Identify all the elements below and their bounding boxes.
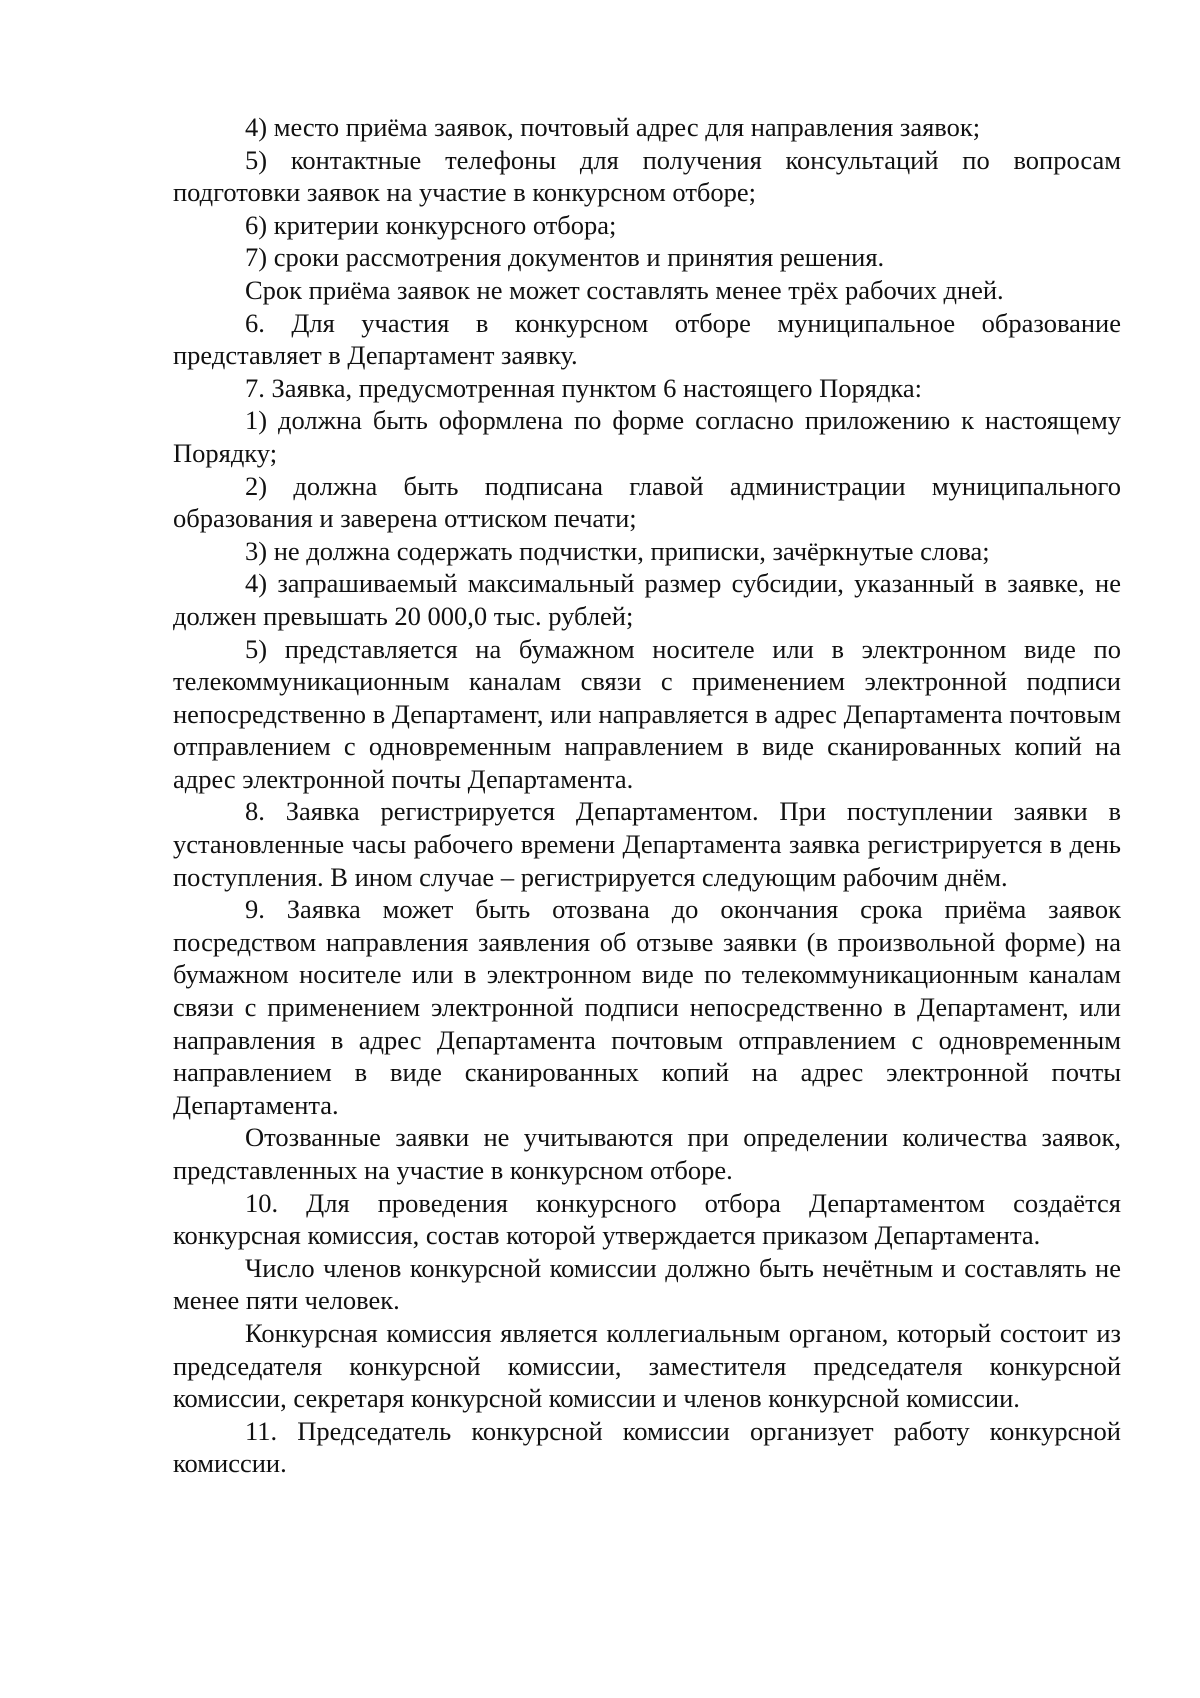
paragraph-commission-size: Число членов конкурсной комиссии должно быть нечётным и составлять не менее пяти человек. — [173, 1252, 1121, 1316]
paragraph-item-5-contact-phones: 5) контактные телефоны для получения консультаций по вопросам подготовки заявок на участие в конкурсном отборе; — [173, 144, 1121, 208]
paragraph-clause-7-2: 2) должна быть подписана главой администрации муниципального образования и заверена оттиском печати; — [173, 470, 1121, 534]
paragraph-clause-6: 6. Для участия в конкурсном отборе муниципальное образование представляет в Департамент заявку. — [173, 307, 1121, 371]
paragraph-clause-7-4: 4) запрашиваемый максимальный размер субсидии, указанный в заявке, не должен превышать 20 000,0 тыс. рублей; — [173, 568, 1121, 631]
paragraph-item-4-application-place: 4) место приёма заявок, почтовый адрес для направления заявок; — [245, 112, 981, 142]
paragraph-clause-7-5: 5) представляется на бумажном носителе или в электронном виде по телекоммуникационным каналам связи с применением электронной подписи непосредственно в Департамент, или направляется в адрес Департамента почтовым отправлением с одновременным направлением в виде сканированных копий на адрес электронной почты Департамента. — [173, 633, 1121, 794]
paragraph-clause-8: 8. Заявка регистрируется Департаментом. При поступлении заявки в установленные часы рабочего времени Департамента заявка регистрируется в день поступления. В ином случае – регистрируется следующим рабочим днём. — [173, 796, 1121, 892]
paragraph-clause-7-1: 1) должна быть оформлена по форме согласно приложению к настоящему Порядку; — [173, 405, 1121, 468]
paragraph-item-6-criteria: 6) критерии конкурсного отбора; — [245, 209, 617, 240]
paragraph-withdrawn-applications: Отозванные заявки не учитываются при определении количества заявок, представленных на участие в конкурсном отборе. — [173, 1122, 1121, 1185]
paragraph-clause-7-3: 3) не должна содержать подчистки, приписки, зачёркнутые слова; — [245, 535, 990, 566]
paragraph-clause-10: 10. Для проведения конкурсного отбора Департаментом создаётся конкурсная комиссия, состав которой утверждается приказом Департамента. — [173, 1187, 1121, 1251]
paragraph-clause-9: 9. Заявка может быть отозвана до окончания срока приёма заявок посредством направления заявления об отзыве заявки (в произвольной форме) на бумажном носителе или в электронном виде по телекоммуникационным каналам связи с применением электронной подписи непосредственно в Департамент, или направления в адрес Департамента почтовым отправлением с одновременным направлением в виде сканированных копий на адрес электронной почты Департамента. — [173, 894, 1121, 1120]
paragraph-commission-composition: Конкурсная комиссия является коллегиальным органом, который состоит из председателя конкурсной комиссии, заместителя председателя конкурсной комиссии, секретаря конкурсной комиссии и членов конкурсной комиссии. — [173, 1317, 1121, 1414]
paragraph-application-deadline: Срок приёма заявок не может составлять менее трёх рабочих дней. — [245, 274, 1004, 305]
document-body — [173, 111, 1121, 1480]
paragraph-clause-7: 7. Заявка, предусмотренная пунктом 6 настоящего Порядка: — [245, 372, 923, 403]
paragraph-item-7-review-terms: 7) сроки рассмотрения документов и принятия решения. — [245, 242, 885, 273]
paragraph-clause-11: 11. Председатель конкурсной комиссии организует работу конкурсной комиссии. — [173, 1415, 1121, 1479]
